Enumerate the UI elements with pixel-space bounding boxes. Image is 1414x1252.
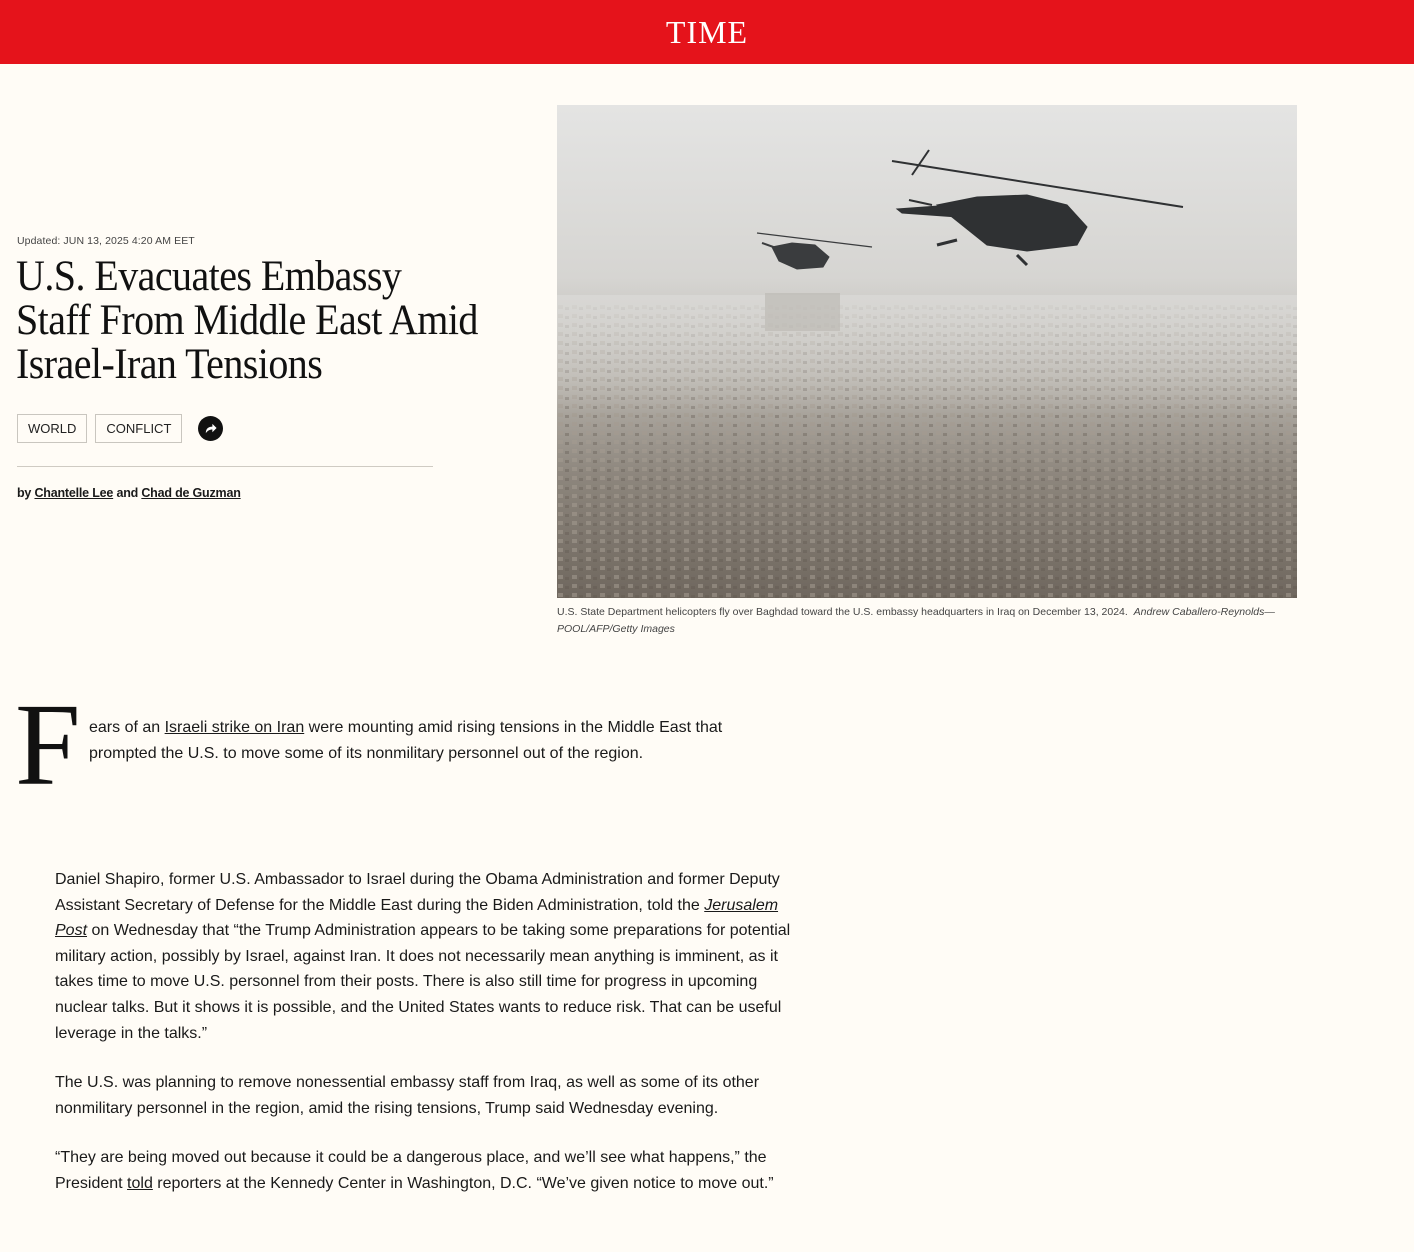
caption-text: U.S. State Department helicopters fly over Baghdad toward the U.S. embassy headquarters in Iraq on December 13, 2024.: [557, 606, 1128, 618]
time-logo[interactable]: TIME: [665, 13, 749, 50]
link-jerusalem-post[interactable]: Jerusalem Post: [55, 896, 779, 940]
p3-text-end: reporters at the Kennedy Center in Washington, D.C. “We’ve given notice to move out.”: [152, 1174, 774, 1192]
lead-text-start: ears of an: [89, 719, 165, 736]
share-arrow-glyph: [203, 421, 218, 436]
link-told[interactable]: told: [127, 1174, 153, 1192]
tag-list: [17, 414, 223, 443]
p1-text-end: on Wednesday that “the Trump Administration appears to be taking some preparations for potential military action, possibly by Israel, against Iran. It does not necessarily mean anything is imminent, as it takes time to move U.S. personnel from their posts. There is also still time for progress in upcoming nuclear talks. But it shows it is possible, and the United States wants to reduce risk. That can be useful leverage in the talks.”: [55, 922, 791, 1042]
share-arrow-icon[interactable]: [198, 416, 223, 441]
body-paragraph-2: The U.S. was planning to remove nonessential embassy staff from Iraq, as well as some of its other nonmilitary personnel in the region, amid the rising tensions, Trump said Wednesday evening.: [55, 1074, 760, 1117]
lead-text-end: were mounting amid rising tensions in the Middle East that prompted the U.S. to move some of its nonmilitary personnel out of the region.: [89, 719, 723, 762]
byline-prefix: by: [17, 486, 32, 500]
image-caption: [557, 604, 1297, 638]
byline: [17, 486, 241, 500]
helicopters-over-city-photo: [557, 105, 1297, 598]
drop-cap: F: [15, 679, 81, 810]
hero-image: [557, 105, 1297, 598]
tag-conflict[interactable]: CONFLICT: [95, 414, 182, 443]
byline-joiner: and: [116, 486, 139, 500]
photo-credit: Andrew Caballero-Reynolds—POOL/AFP/Getty Images: [557, 606, 1275, 635]
author-link-chantelle-lee[interactable]: Chantelle Lee: [34, 486, 114, 500]
p3-text-start: “They are being moved out because it could be a dangerous place, and we’ll see what happens,” the President: [55, 1149, 767, 1192]
author-link-chad-de-guzman[interactable]: Chad de Guzman: [141, 486, 241, 500]
p1-text-start: Daniel Shapiro, former U.S. Ambassador to Israel during the Obama Administration and former Deputy Assistant Secretary of Defense for the Middle East during the Biden Administration, told the: [55, 871, 780, 914]
updated-timestamp: Updated: JUN 13, 2025 4:20 AM EET: [17, 235, 195, 247]
lead-paragraph: [89, 715, 789, 767]
link-israeli-strike-on-iran[interactable]: Israeli strike on Iran: [164, 719, 305, 736]
site-header: [0, 0, 1414, 64]
article-headline: U.S. Evacuates Embassy Staff From Middle East Amid Israel-Iran Tensions: [16, 253, 478, 388]
body-paragraph-1: [55, 867, 795, 1046]
tag-world[interactable]: WORLD: [17, 414, 87, 443]
header-divider: [17, 466, 433, 467]
body-paragraph-3: [55, 1145, 795, 1196]
